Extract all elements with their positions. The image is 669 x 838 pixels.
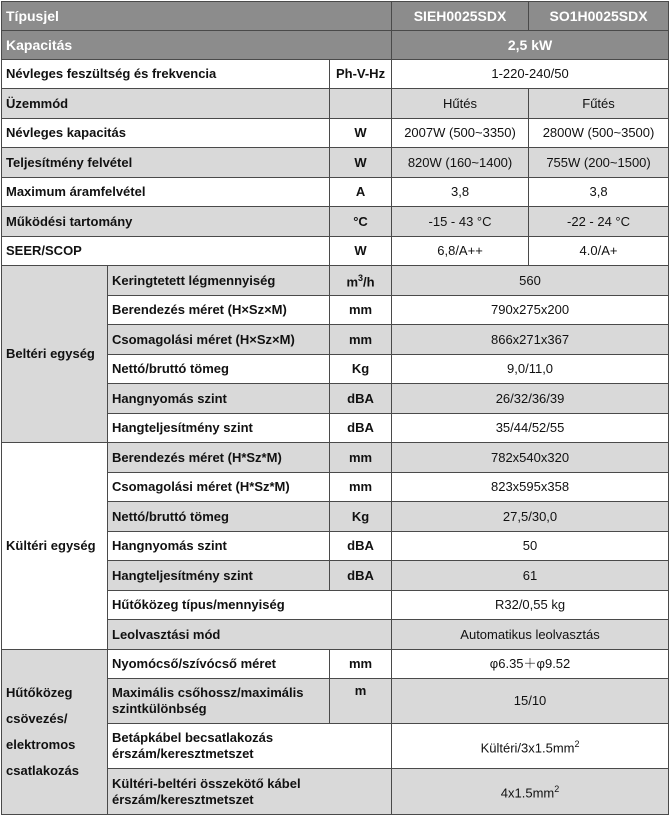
mode-unit (330, 89, 392, 119)
indoor-value: 35/44/52/55 (392, 414, 669, 443)
max-current-cool: 3,8 (392, 178, 529, 207)
outdoor-value: 50 (392, 532, 669, 561)
outdoor-value: 27,5/30,0 (392, 502, 669, 532)
seer-scop-unit: W (330, 237, 392, 266)
seer-scop-cool: 6,8/A++ (392, 237, 529, 266)
indoor-label: Hangteljesítmény szint (108, 414, 330, 443)
type-label: Típusjel (2, 2, 392, 31)
indoor-value: 9,0/11,0 (392, 355, 669, 384)
max-length-value: 15/10 (392, 679, 669, 724)
model-indoor: SIEH0025SDX (392, 2, 529, 31)
operating-range-unit: °C (330, 207, 392, 237)
outdoor-value: 782x540x320 (392, 443, 669, 473)
indoor-label: Csomagolási méret (H×Sz×M) (108, 325, 330, 355)
max-length-unit: m (330, 679, 392, 724)
max-current-label: Maximum áramfelvétel (2, 178, 330, 207)
power-input-unit: W (330, 148, 392, 178)
operating-range-cool: -15 - 43 °C (392, 207, 529, 237)
outdoor-unit: Kg (330, 502, 392, 532)
capacity-label: Kapacitás (2, 31, 392, 60)
power-cable-value: Kültéri/$3x1.5mm^2$ (392, 724, 669, 769)
indoor-unit: dBA (330, 384, 392, 414)
outdoor-value: 61 (392, 561, 669, 591)
model-outdoor: SO1H0025SDX (529, 2, 669, 31)
outdoor-row (2, 443, 669, 473)
indoor-label: Hangnyomás szint (108, 384, 330, 414)
indoor-label: Keringtetett légmennyiség (108, 266, 330, 296)
connect-cable-label: Kültéri-beltéri összekötő kábel érszám/keresztmetszet (108, 769, 392, 815)
seer-scop-label: SEER/SCOP (2, 237, 330, 266)
indoor-unit: mm (330, 325, 392, 355)
spec-table (1, 1, 669, 815)
outdoor-label: Hangteljesítmény szint (108, 561, 330, 591)
power-input-cool: 820W (160~1400) (392, 148, 529, 178)
outdoor-unit: dBA (330, 532, 392, 561)
pipe-size-value: φ6.35＋φ9.52 (392, 650, 669, 679)
operating-range-label: Működési tartomány (2, 207, 330, 237)
connect-cable-value: $4x1.5mm^2$ (392, 769, 669, 815)
outdoor-unit: mm (330, 473, 392, 502)
power-input-row (2, 148, 669, 178)
indoor-value: 560 (392, 266, 669, 296)
max-current-row (2, 178, 669, 207)
indoor-value: 790x275x200 (392, 296, 669, 325)
outdoor-label: Berendezés méret (H*Sz*M) (108, 443, 330, 473)
outdoor-label: Hangnyomás szint (108, 532, 330, 561)
indoor-value: 26/32/36/39 (392, 384, 669, 414)
indoor-unit: dBA (330, 414, 392, 443)
outdoor-label: Csomagolási méret (H*Sz*M) (108, 473, 330, 502)
operating-range-row (2, 207, 669, 237)
indoor-unit: $m^3/h$ (330, 266, 392, 296)
mode-heat: Fűtés (529, 89, 669, 119)
mode-cool: Hűtés (392, 89, 529, 119)
power-cable-label: Betápkábel becsatlakozás érszám/keresztmetszet (108, 724, 392, 769)
max-length-label: Maximális csőhossz/maximális szintkülönbség (108, 679, 330, 724)
rated-capacity-cool: 2007W (500~3350) (392, 119, 529, 148)
pipe-size-unit: mm (330, 650, 392, 679)
max-current-heat: 3,8 (529, 178, 669, 207)
indoor-value: 866x271x367 (392, 325, 669, 355)
outdoor-label: Leolvasztási mód (108, 620, 392, 650)
piping-row (2, 650, 669, 679)
outdoor-value: 823x595x358 (392, 473, 669, 502)
seer-scop-heat: 4.0/A+ (529, 237, 669, 266)
indoor-row (2, 266, 669, 296)
seer-scop-row (2, 237, 669, 266)
piping-group-label: Hűtőközeg csövezés/ elektromos csatlakozás (2, 650, 108, 815)
rated-capacity-label: Névleges kapacitás (2, 119, 330, 148)
rated-capacity-unit: W (330, 119, 392, 148)
max-current-unit: A (330, 178, 392, 207)
outdoor-value: R32/0,55 kg (392, 591, 669, 620)
header-row (2, 2, 669, 31)
mode-row (2, 89, 669, 119)
indoor-unit: Kg (330, 355, 392, 384)
indoor-group-label: Beltéri egység (2, 266, 108, 443)
operating-range-heat: -22 - 24 °C (529, 207, 669, 237)
outdoor-unit: dBA (330, 561, 392, 591)
rated-capacity-row (2, 119, 669, 148)
outdoor-label: Nettó/bruttó tömeg (108, 502, 330, 532)
voltage-unit: Ph-V-Hz (330, 60, 392, 89)
capacity-value: 2,5 kW (392, 31, 669, 60)
outdoor-value: Automatikus leolvasztás (392, 620, 669, 650)
outdoor-unit: mm (330, 443, 392, 473)
indoor-label: Berendezés méret (H×Sz×M) (108, 296, 330, 325)
power-input-heat: 755W (200~1500) (529, 148, 669, 178)
voltage-label: Névleges feszültség és frekvencia (2, 60, 330, 89)
voltage-value: 1-220-240/50 (392, 60, 669, 89)
outdoor-group-label: Kültéri egység (2, 443, 108, 650)
rated-capacity-heat: 2800W (500~3500) (529, 119, 669, 148)
outdoor-label: Hűtőközeg típus/mennyiség (108, 591, 392, 620)
voltage-row (2, 60, 669, 89)
power-input-label: Teljesítmény felvétel (2, 148, 330, 178)
indoor-unit: mm (330, 296, 392, 325)
indoor-label: Nettó/bruttó tömeg (108, 355, 330, 384)
pipe-size-label: Nyomócső/szívócső méret (108, 650, 330, 679)
capacity-row (2, 31, 669, 60)
mode-label: Üzemmód (2, 89, 330, 119)
